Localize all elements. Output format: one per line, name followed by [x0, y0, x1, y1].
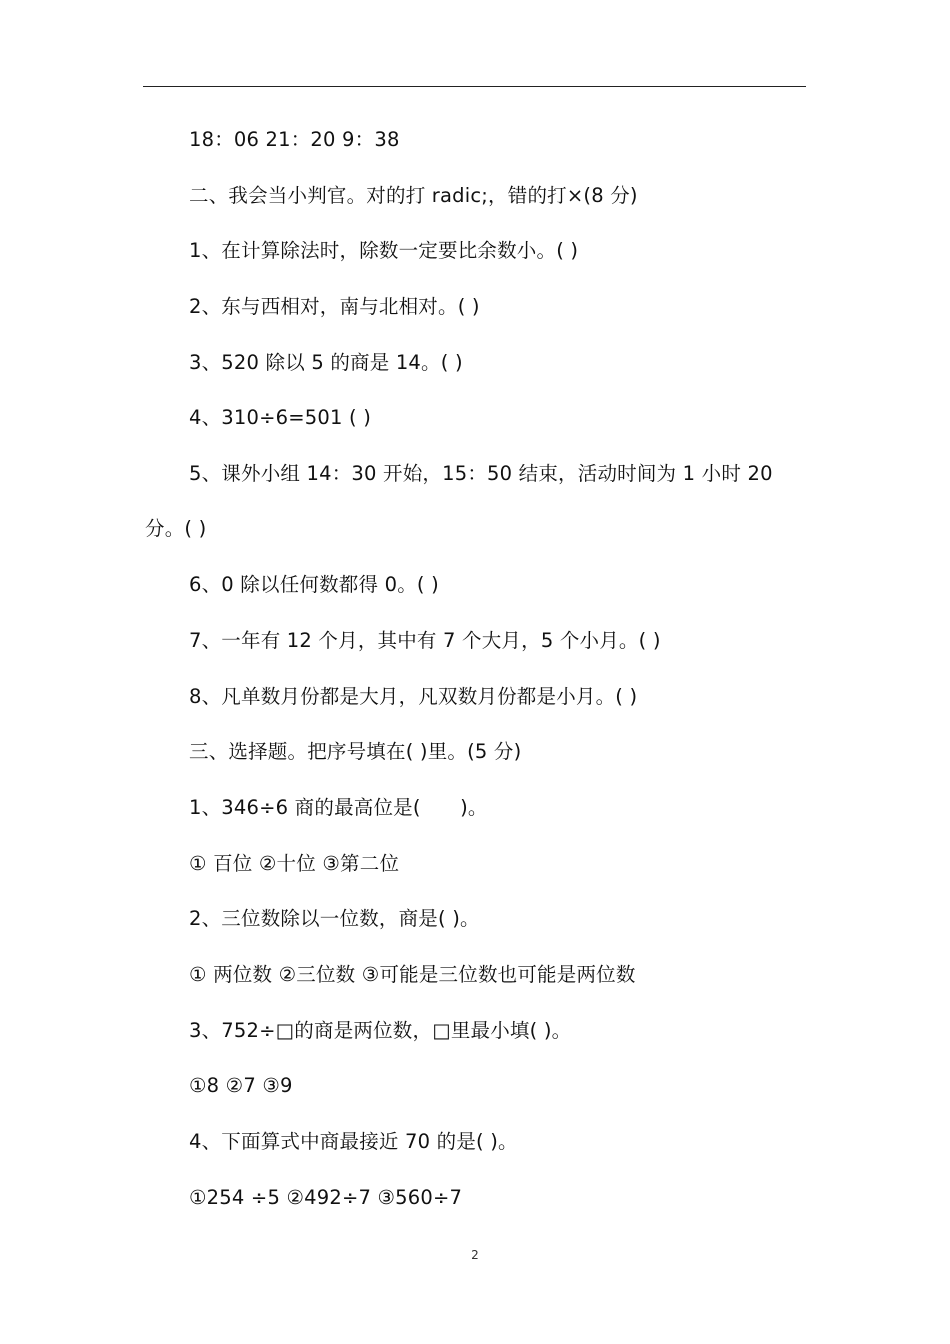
- judge-item-5-cont: 分。( ): [145, 517, 207, 540]
- choice-question-2: 2、三位数除以一位数，商是( )。: [189, 907, 480, 930]
- judge-item-5: 5、课外小组 14：30 开始，15：50 结束，活动时间为 1 小时 20: [189, 462, 773, 485]
- judge-item-7: 7、一年有 12 个月，其中有 7 个大月，5 个小月。( ): [189, 629, 661, 652]
- judge-item-6: 6、0 除以任何数都得 0。( ): [189, 573, 439, 596]
- choice-question-4: 4、下面算式中商最接近 70 的是( )。: [189, 1130, 518, 1153]
- header-rule: [143, 86, 806, 87]
- choice-options-4: ①254 ÷5 ②492÷7 ③560÷7: [189, 1186, 463, 1209]
- choice-question-1: 1、346÷6 商的最高位是( )。: [189, 796, 488, 819]
- choice-options-3: ①8 ②7 ③9: [189, 1074, 293, 1097]
- choice-question-3: 3、752÷□的商是两位数，□里最小填( )。: [189, 1019, 572, 1042]
- page-number: 2: [471, 1248, 479, 1262]
- judge-item-4: 4、310÷6=501 ( ): [189, 406, 372, 429]
- judge-item-8: 8、凡单数月份都是大月，凡双数月份都是小月。( ): [189, 685, 638, 708]
- judge-item-3: 3、520 除以 5 的商是 14。( ): [189, 351, 463, 374]
- choice-options-2: ① 两位数 ②三位数 ③可能是三位数也可能是两位数: [189, 963, 636, 986]
- section-3-heading: 三、选择题。把序号填在( )里。(5 分): [189, 740, 522, 763]
- judge-item-1: 1、在计算除法时，除数一定要比余数小。( ): [189, 239, 579, 262]
- section-2-heading: 二、我会当小判官。对的打 radic;，错的打×(8 分): [189, 184, 638, 207]
- time-values-line: 18：06 21：20 9：38: [189, 128, 400, 151]
- choice-options-1: ① 百位 ②十位 ③第二位: [189, 852, 400, 875]
- judge-item-2: 2、东与西相对，南与北相对。( ): [189, 295, 480, 318]
